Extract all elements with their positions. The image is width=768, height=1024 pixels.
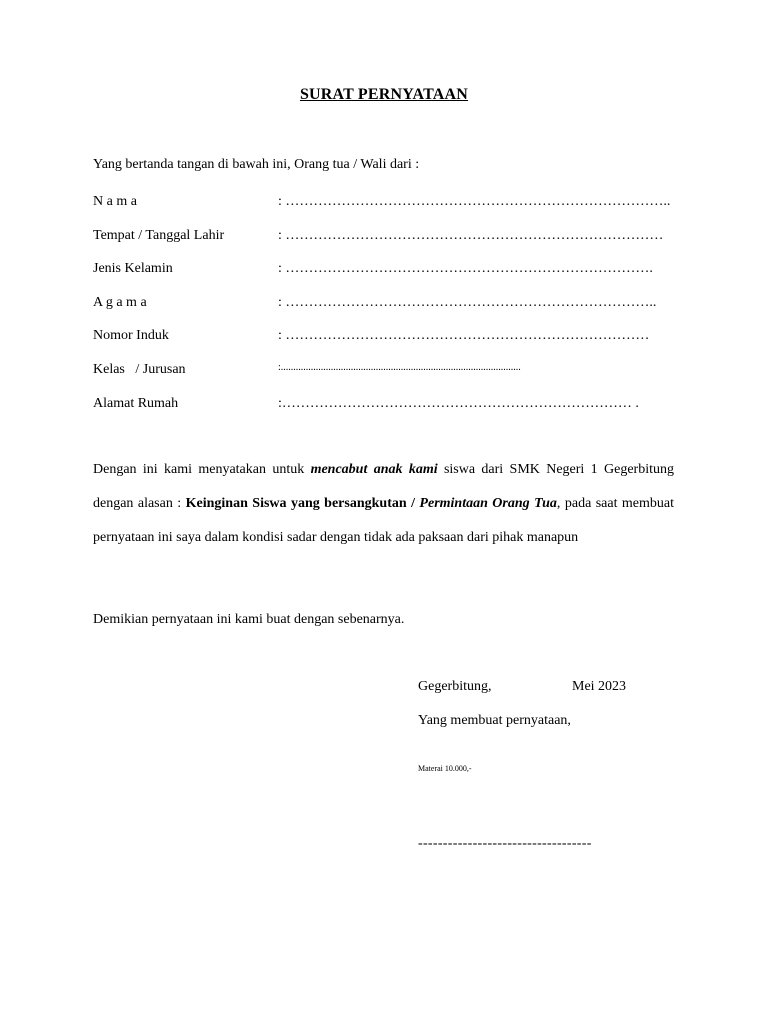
signature-maker: Yang membuat pernyataan, [418, 713, 571, 728]
field-label: Nomor Induk [93, 328, 169, 343]
field-value: : …………………………………………………………………… [278, 328, 650, 343]
field-value: : ……………………………………………………………………. [278, 261, 653, 276]
statement-separator: / [406, 496, 420, 511]
page-title: SURAT PERNYATAAN [299, 86, 469, 103]
field-label: Alamat Rumah [93, 396, 179, 411]
statement-emphasis: mencabut anak kami [310, 462, 438, 477]
signature-line: ----------------------------------- [418, 836, 592, 851]
field-label: Jenis Kelamin [93, 261, 173, 276]
field-label: N a m a [93, 194, 137, 209]
field-value: :………………………………………………………………… . [278, 396, 639, 411]
field-value: : ……………………………………………………………………… [278, 228, 664, 243]
stamp-note: Materai 10.000,- [418, 764, 472, 773]
signature-place: Gegerbitung, [418, 679, 492, 694]
statement-reason: Keinginan Siswa yang bersangkutan [185, 496, 407, 511]
statement-reason-alt: Permintaan Orang Tua [419, 496, 557, 511]
field-label: Tempat / Tanggal Lahir [93, 228, 225, 243]
statement-paragraph [93, 453, 674, 555]
statement-text: siswa dari SMK Negeri 1 Gegerbitung dengan alasan : [93, 462, 674, 511]
statement-text: Dengan ini kami menyatakan untuk [93, 462, 311, 477]
field-label: A g a m a [93, 295, 147, 310]
signature-date: Mei 2023 [572, 679, 627, 694]
field-value: : ……………………………………………………………………….. [278, 194, 671, 209]
intro-text: Yang bertanda tangan di bawah ini, Orang tua / Wali dari : [93, 157, 420, 172]
statement-text: , pada saat membuat pernyataan ini saya dalam kondisi sadar dengan tidak ada paksaan dari pihak manapun [93, 496, 675, 545]
closing-text: Demikian pernyataan ini kami buat dengan sebenarnya. [93, 612, 405, 627]
field-value: :................................................................................................ [278, 362, 521, 373]
field-label: Kelas / Jurusan [93, 362, 186, 377]
field-value: : …………………………………………………………………….. [278, 295, 657, 310]
